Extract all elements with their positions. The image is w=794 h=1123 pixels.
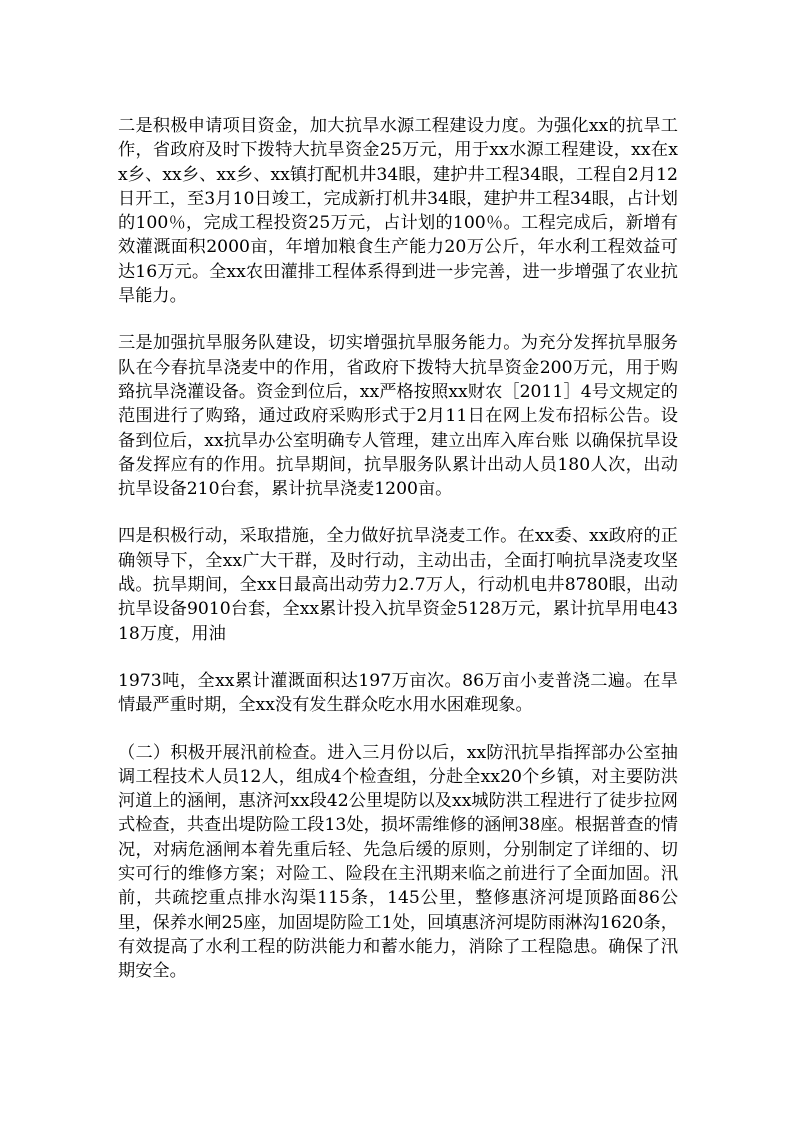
paragraph-water-source-projects: 二是积极申请项目资金，加大抗旱水源工程建设力度。为强化xx的抗旱工作，省政府及时下拨特大抗旱资金25万元，用于xx水源工程建设，xx在xx乡、xx乡、xx乡、xx镇打配机井34眼，建护井工程34眼，工程自2月12日开工，至3月10日竣工，完成新打机井34眼，建护井工程34眼，占计划的100％，完成工程投资25万元，占计划的100％。工程完成后，新增有效灌溉面积2000亩，年增加粮食生产能力20万公斤，年水利工程效益可达16万元。全xx农田灌排工程体系得到进一步完善，进一步增强了农业抗旱能力。: [118, 116, 678, 307]
paragraph-wheat-irrigation: 四是积极行动，采取措施，全力做好抗旱浇麦工作。在xx委、xx政府的正确领导下，全xx广大干群，及时行动，主动出击，全面打响抗旱浇麦攻坚战。抗旱期间，全xx日最高出动劳力2.7万人，行动机电井8780眼，出动抗旱设备9010台套，全xx累计投入抗旱资金5128万元，累计抗旱用电4318万度，用油: [118, 526, 678, 644]
paragraph-flood-inspection: （二）积极开展汛前检查。进入三月份以后，xx防汛抗旱指挥部办公室抽调工程技术人员12人，组成4个检查组，分赴全xx20个乡镇，对主要防洪河道上的涵闸，惠济河xx段42公里堤防以及xx城防洪工程进行了徒步拉网式检查，共查出堤防险工段13处，损坏需维修的涵闸38座。根据普查的情况，对病危涵闸本着先重后轻、先急后缓的原则，分别制定了详细的、切实可行的维修方案；对险工、险段在主汛期来临之前进行了全面加固。汛前，共疏挖重点排水沟渠115条，145公里，整修惠济河堤顶路面86公里，保养水闸25座，加固堤防险工1处，回填惠济河堤防雨淋沟1620条，有效提高了水利工程的防洪能力和蓄水能力，消除了工程隐患。确保了汛期安全。: [118, 742, 678, 982]
paragraph-drought-service-team: 三是加强抗旱服务队建设，切实增强抗旱服务能力。为充分发挥抗旱服务队在今春抗旱浇麦中的作用，省政府下拨特大抗旱资金200万元，用于购臵抗旱浇灌设备。资金到位后，xx严格按照xx财农［2011］4号文规定的范围进行了购臵，通过政府采购形式于2月11日在网上发布招标公告。设备到位后，xx抗旱办公室明确专人管理，建立出库入库台账 以确保抗旱设备发挥应有的作用。抗旱期间，抗旱服务队累计出动人员180人次，出动抗旱设备210台套，累计抗旱浇麦1200亩。: [118, 333, 678, 500]
document-body: [118, 114, 678, 1007]
paragraph-irrigation-results: 1973吨，全xx累计灌溉面积达197万亩次。86万亩小麦普浇二遍。在旱情最严重时期，全xx没有发生群众吃水用水困难现象。: [118, 670, 678, 716]
